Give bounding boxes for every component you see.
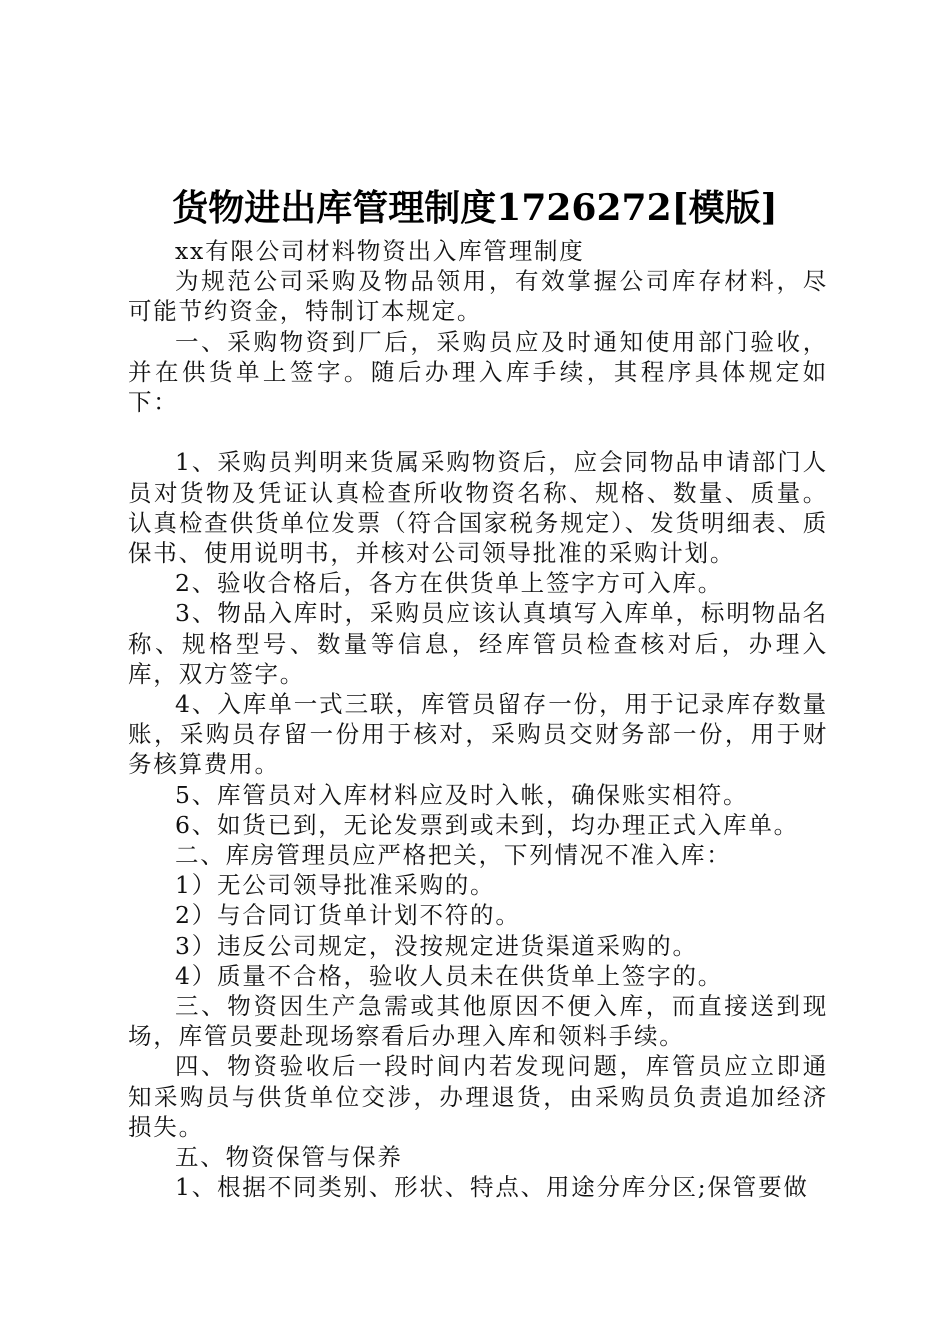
document-body — [128, 236, 828, 1202]
paragraph-section-5: 五、物资保管与保养 — [175, 1143, 403, 1172]
paragraph-rule-2: 2）与合同订货单计划不符的。 — [175, 901, 521, 930]
paragraph-section-4: 四、物资验收后一段时间内若发现问题，库管员应立即通知采购员与供货单位交涉，办理退货，由采购员负责追加经济损失。 — [128, 1052, 828, 1141]
paragraph-item-1: 1、采购员判明来货属采购物资后，应会同物品申请部门人员对货物及凭证认真检查所收物资名称、规格、数量、质量。认真检查供货单位发票（符合国家税务规定）、发货明细表、质保书、使用说明书，并核对公司领导批准的采购计划。 — [128, 448, 828, 568]
paragraph-item-6: 6、如货已到，无论发票到或未到，均办理正式入库单。 — [175, 810, 799, 839]
paragraph-item-2: 2、验收合格后，各方在供货单上签字方可入库。 — [175, 569, 724, 598]
paragraph-section-1: 一、采购物资到厂后，采购员应及时通知使用部门验收，并在供货单上签字。随后办理入库手续，其程序具体规定如下： — [128, 327, 828, 417]
paragraph-rule-1: 1）无公司领导批准采购的。 — [175, 871, 496, 900]
paragraph-section-3: 三、物资因生产急需或其他原因不便入库，而直接送到现场，库管员要赴现场察看后办理入库和领料手续。 — [128, 992, 828, 1051]
paragraph-section-2: 二、库房管理员应严格把关，下列情况不准入库： — [175, 841, 732, 870]
paragraph-storage-1: 1、根据不同类别、形状、特点、用途分库分区;保管要做 — [175, 1173, 809, 1202]
company-heading: xx有限公司材料物资出入库管理制度 — [175, 237, 585, 265]
paragraph-rule-4: 4）质量不合格，验收人员未在供货单上签字的。 — [175, 961, 724, 990]
paragraph-purpose: 为规范公司采购及物品领用，有效掌握公司库存材料，尽可能节约资金，特制订本规定。 — [128, 267, 828, 326]
paragraph-item-4: 4、入库单一式三联，库管员留存一份，用于记录库存数量账，采购员存留一份用于核对，采购员交财务部一份，用于财务核算费用。 — [128, 690, 828, 779]
paragraph-item-5: 5、库管员对入库材料应及时入帐，确保账实相符。 — [175, 780, 749, 809]
blank-line — [128, 417, 828, 447]
paragraph-rule-3: 3）违反公司规定，没按规定进货渠道采购的。 — [175, 931, 698, 960]
document-title: 货物进出库管理制度1726272[模版] — [172, 187, 778, 229]
paragraph-item-3: 3、物品入库时，采购员应该认真填写入库单，标明物品名称、规格型号、数量等信息，经库管员检查核对后，办理入库，双方签字。 — [128, 599, 828, 688]
